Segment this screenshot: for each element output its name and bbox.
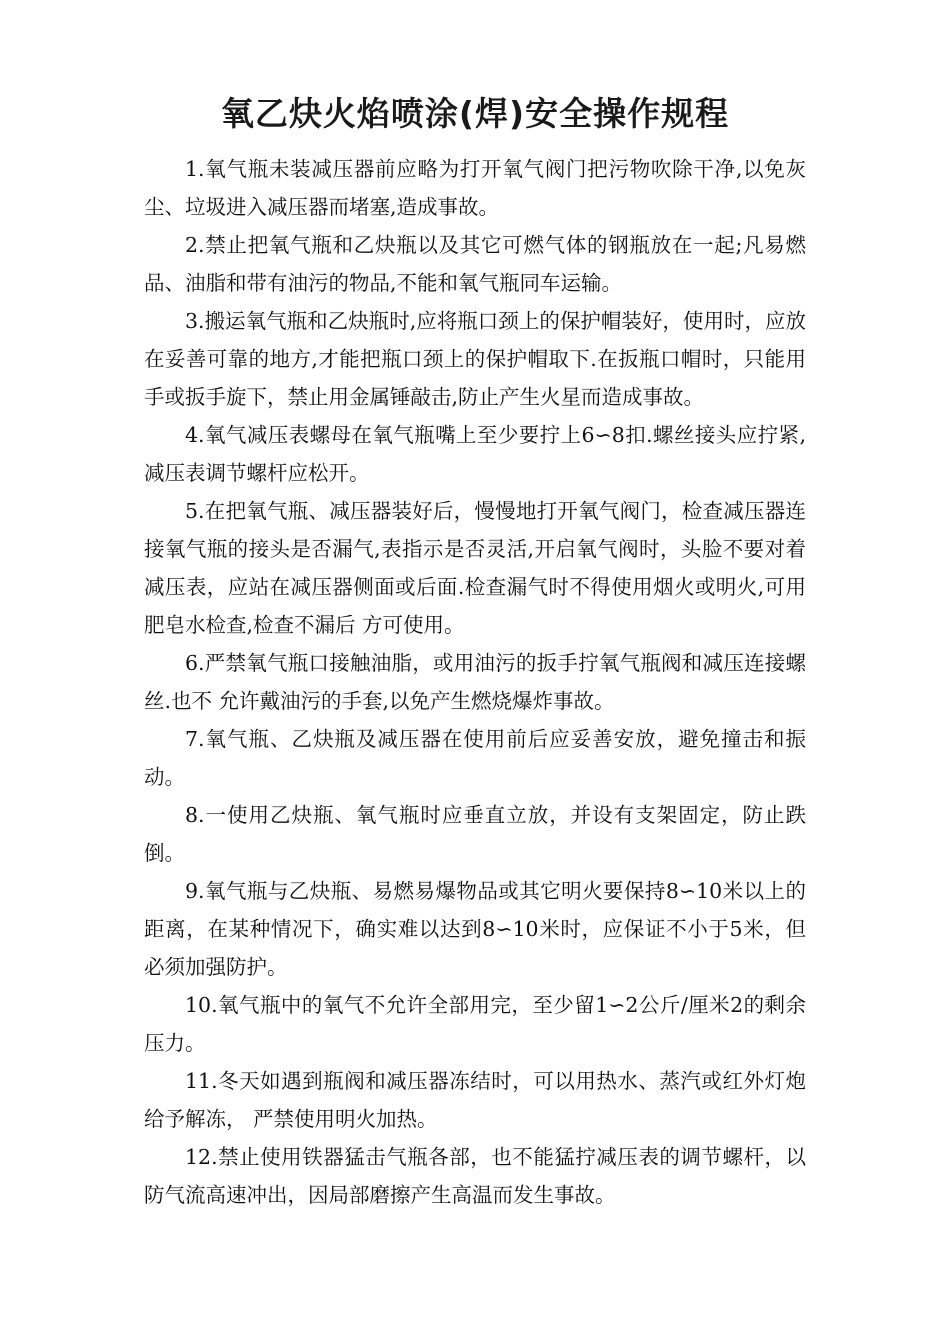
paragraph-12: 12.禁止使用铁器猛击气瓶各部，也不能猛拧减压表的调节螺杆，以防气流高速冲出，因局部磨擦产生高温而发生事故。: [144, 1145, 806, 1207]
paragraph-3: 3.搬运氧气瓶和乙炔瓶时,应将瓶口颈上的保护帽装好，使用时，应放在妥善可靠的地方,才能把瓶口颈上的保护帽取下.在扳瓶口帽时，只能用手或扳手旋下，禁止用金属锤敲击,防止产生火星而造成事故。: [144, 309, 806, 409]
paragraph-11: 11.冬天如遇到瓶阀和减压器冻结时，可以用热水、蒸汽或红外灯炮给予解冻， 严禁使用明火加热。: [144, 1069, 806, 1131]
paragraph-8: 8.一使用乙炔瓶、氧气瓶时应垂直立放，并设有支架固定，防止跌倒。: [144, 803, 806, 865]
paragraph-2: 2.禁止把氧气瓶和乙炔瓶以及其它可燃气体的钢瓶放在一起;凡易燃品、油脂和带有油污的物品,不能和氧气瓶同车运输。: [144, 233, 806, 295]
paragraph-5: 5.在把氧气瓶、减压器装好后，慢慢地打开氧气阀门，检查减压器连接氧气瓶的接头是否漏气,表指示是否灵活,开启氧气阀时，头脸不要对着减压表，应站在减压器侧面或后面.检查漏气时不得使用烟火或明火,可用肥皂水检查,检查不漏后 方可使用。: [144, 499, 806, 637]
paragraph-6: 6.严禁氧气瓶口接触油脂，或用油污的扳手拧氧气瓶阀和减压连接螺丝.也不 允许戴油污的手套,以免产生燃烧爆炸事故。: [144, 651, 806, 713]
paragraph-9: 9.氧气瓶与乙炔瓶、易燃易爆物品或其它明火要保持8∽10米以上的距离，在某种情况下，确实难以达到8∽10米时，应保证不小于5米，但必须加强防护。: [144, 879, 806, 979]
paragraph-4: 4.氧气减压表螺母在氧气瓶嘴上至少要拧上6∽8扣.螺丝接头应拧紧,减压表调节螺杆应松开。: [144, 423, 806, 485]
document-title: 氧乙炔火焰喷涂(焊)安全操作规程: [220, 94, 730, 133]
paragraph-1: 1.氧气瓶未装减压器前应略为打开氧气阀门把污物吹除干净,以免灰尘、垃圾进入减压器而堵塞,造成事故。: [144, 157, 806, 219]
paragraph-10: 10.氧气瓶中的氧气不允许全部用完，至少留1∽2公斤/厘米2的剩余压力。: [144, 993, 806, 1055]
paragraph-7: 7.氧气瓶、乙炔瓶及减压器在使用前后应妥善安放，避免撞击和振动。: [144, 727, 806, 789]
document-body: [144, 150, 806, 1214]
